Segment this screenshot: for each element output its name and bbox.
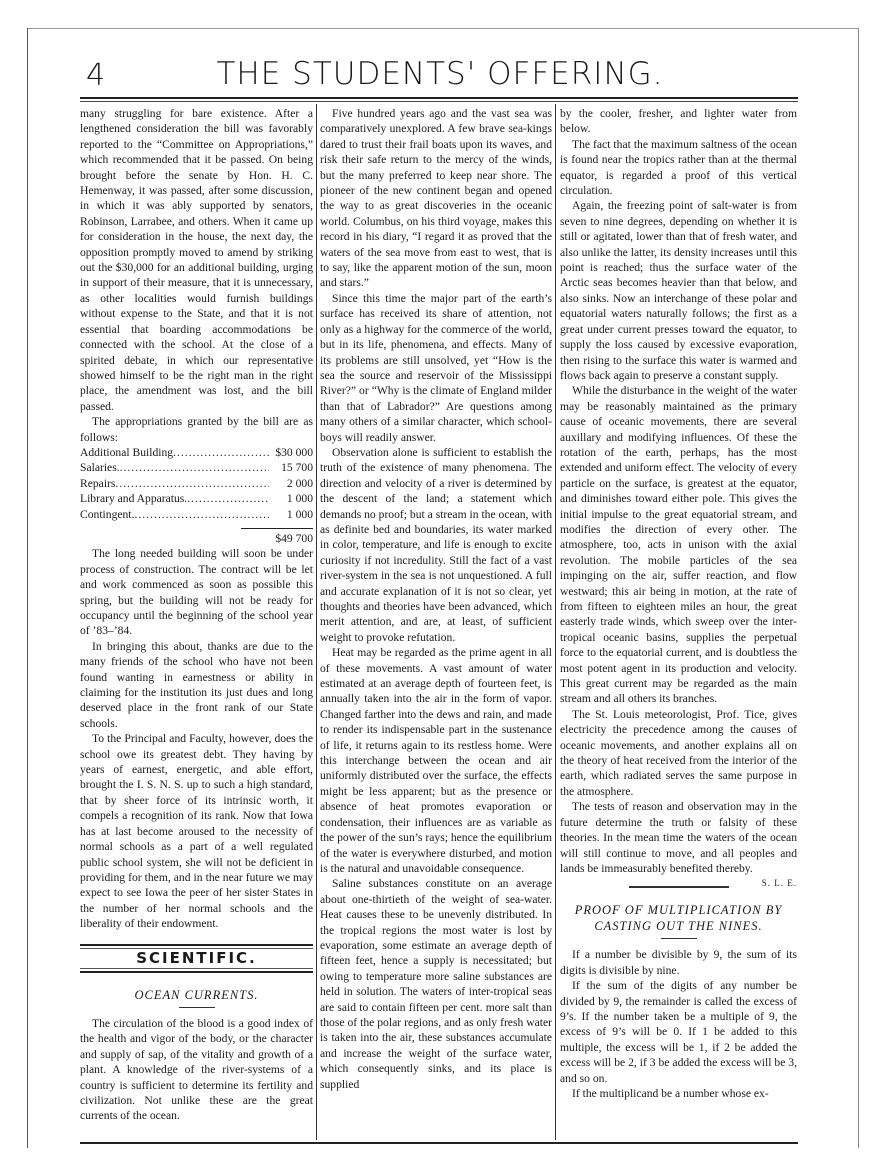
paragraph-text: The tests of reason and observation may in the future determine the truth or falsity of these theories. In the mean time the waters of the ocean will still continue to move, and all peoples and lands be immeasurably benefited thereby. [560, 800, 797, 875]
column-divider [555, 104, 556, 1140]
item-label: Repairs [80, 476, 116, 490]
total-rule [241, 528, 313, 529]
item-amount: 1 000 [286, 507, 313, 521]
leader-dots [187, 491, 269, 506]
article-title: OCEAN CURRENTS. [134, 987, 259, 1002]
title-rule [661, 938, 697, 939]
paragraph: The appropriations granted by the bill are as follows: [80, 415, 313, 444]
author-signature: S. L. E. [761, 878, 797, 889]
paragraph: While the disturbance in the weight of the water may be reasonably maintained as the primary cause of oceanic movements, there are several auxillary and modifying influences. Of these the rotation of the earth, perhaps, has the most extended and uniform effect. The velocity of every particle on the surface, is greatest at the equator, and diminishes toward either pole. This gives the initial impulse to the great equatorial stream, and modifies the direction of every other. The atmosphere, too, acts in unison with the axial revolution. The mobile particles of the sea impinging on the air, suffer reaction, and flow westward; this air being in motion, at the rate of from fifteen to eighteen miles an hour, the great easterly trade winds, which sweep over the inter-tropical oceanic basins, supplies the perpetual force to the equatorial current, and is doubtless the most potent agent in its production and velocity. This great current may be regarded as the main stream and all others its branches. [560, 384, 797, 706]
leader-dots [120, 460, 269, 475]
paragraph: many struggling for bare existence. After a lengthened consideration the bill was favorably reported to the “Committee on Appropriations,” which recommended that it be passed. On being brought before the senate by Hon. H. C. Hemenway, it was passed, after some discussion, in which it was ably supported by senators, Robinson, Larrabee, and others. When it came up for consideration in the house, the next day, the opposition promptly moved to amend by striking out the $30,000 for an additional building, urging in support of their measure, that it is unnecessary, as other localities would furnish buildings without expense to the State, and that it is not essential that boarding accommodations be connected with the school. At the close of a spirited debate, in which our representative showed himself to be the right man in the right place, the amendment was lost, and the bill passed. [80, 107, 313, 413]
item-label: Salaries. [80, 461, 120, 475]
paragraph: Heat may be regarded as the prime agent in all of these movements. A vast amount of water estimated at an average depth of fourteen feet, is annually taken into the air in the form of vapor. Changed farther into the dews and rain, and made to render its indispensable part in the sustenance of life, it returns again to its restless home. Were this interchange between the ocean and air uniformly distributed over the surface, the effects might be less apparent; but as the presence or absence of heat promotes evaporation or condensation, their influences are as variable as the power of the sun’s rays; hence the equilibrium of the water is everywhere disturbed, and motion is the natural and unavoidable consequence. [320, 646, 552, 875]
paragraph [560, 799, 797, 889]
item-label: Additional Building [80, 445, 174, 459]
column-3 [560, 106, 797, 1101]
item-amount: 15 700 [281, 461, 313, 475]
column-2 [320, 106, 552, 1092]
table-row [80, 460, 313, 475]
page-border-top [27, 28, 859, 29]
leader-dots [134, 507, 269, 522]
item-amount: $30 000 [275, 445, 313, 459]
header-rule [80, 97, 798, 99]
item-label: Library and Apparatus. [80, 492, 188, 506]
item-amount: 2 000 [286, 476, 313, 490]
paragraph: The fact that the maximum saltness of the ocean is found near the tropics rather than at the thermal equator, is regarded a proof of this vertical circulation. [560, 137, 797, 198]
masthead-title: THE STUDENTS' OFFERING. [216, 56, 664, 92]
leader-dots [115, 476, 269, 491]
appropriations-table [80, 445, 313, 546]
paragraph: If the multiplicand be a number whose ex- [572, 1086, 769, 1100]
page-border-right [858, 28, 859, 1148]
title-rule [179, 1007, 215, 1008]
header-rule-thin [80, 101, 798, 102]
paragraph: The St. Louis meteorologist, Prof. Tice, gives electricity the precedence among the causes of oceanic movements, and another explains all on the theory of heat received from the interior of the earth, which radiated serves the same purpose in the atmosphere. [560, 707, 797, 798]
table-row [80, 476, 313, 491]
page-border-left [27, 28, 28, 1148]
page-number: 4 [86, 58, 106, 93]
section-heading: SCIENTIFIC. [80, 944, 313, 973]
article-title: PROOF OF MULTIPLICATION BY CASTING OUT THE NINES. [574, 903, 783, 934]
table-row [80, 491, 313, 506]
leader-dots [173, 445, 269, 460]
paragraph: The long needed building will soon be under process of construction. The contract will be let and work commenced as soon as possible this spring, but the building will not be ready for occupancy until the beginning of the school year of ’83–’84. [80, 547, 313, 638]
paragraph: If the sum of the digits of any number be divided by 9, the remainder is called the excess of 9’s. If the number taken be a multiple of 9, the excess of 9’s will be 0. If 1 be added to this multiple, the excess will be 1, if 2 be added the excess will be 2, if 3 be added the excess will be 3, and so on. [560, 979, 797, 1085]
paragraph: Again, the freezing point of salt-water is from seven to nine degrees, depending on whether it is still or agitated, lower than that of fresh water, and also unlike the latter, its density increases until this point is reached; thus the surface water of the Arctic seas becomes heavier than that below, and also sinks. Now an interchange of these polar and equatorial waters naturally follows; the first as a great under current presses toward the equator, to supply the loss caused by excessive evaporation, then rising to the surface this water is warmed and flows back again to preserve a constant supply. [560, 199, 797, 382]
article-separator [629, 886, 729, 888]
column-1 [80, 106, 313, 1124]
paragraph: Five hundred years ago and the vast sea was comparatively unexplored. A few brave sea-kings dared to trust their frail boats upon its waves, and risk their safe return to the mercy of the winds, but the many preferred to keep near shore. The pioneer of the new continent began and opened the way to as great discoveries in the oceanic world. Columbus, on his third voyage, makes this record in his diary, “I regard it as proved that the waters of the sea move from east to west, that is to say, like the apparent motion of the sun, moon and stars.” [320, 107, 552, 290]
paragraph: If a number be divisible by 9, the sum of its digits is divisible by nine. [560, 948, 797, 977]
total-amount: $49 700 [275, 531, 313, 545]
paragraph: Saline substances constitute on an average about one-thirtieth of the weight of sea-water. Heat causes these to be unevenly distributed. In the tropical regions the most water is lost by evaporation, some estimate an average depth of fifteen feet, hence a supply is necessitated; but owing to temperature more saline substances are held in solution. The waters of inter-tropical seas are said to contain fifteen per cent. more salt than those of the polar regions, and as only fresh water is taken into the air, these substances accumulate and increase the weight of the surface water, which consequently sinks, and its place is supplied [320, 877, 552, 1091]
item-amount: 1 000 [286, 492, 313, 506]
column-divider [316, 104, 317, 1140]
paragraph: In bringing this about, thanks are due to the many friends of the school who have not been found wanting in earnestness or ability in claiming for the institution its just dues and long deserved place in the front rank of our State schools. [80, 639, 313, 730]
table-row [80, 445, 313, 460]
paragraph: The circulation of the blood is a good index of the health and vigor of the body, or the character and supply of sap, of the vitality and growth of a plant. A knowledge of the river-systems of a country is sufficient to determine its fertility and civilization. Not unlike these are the great currents of the ocean. [80, 1016, 313, 1123]
footer-rule [80, 1142, 798, 1144]
paragraph: Since this time the major part of the earth’s surface has received its share of attention, not only as a highway for the commerce of the world, but in its life, phenomena, and effects. Many of its problems are still unsolved, yet “How is the sea the source and reservoir of the Mississippi River?” or “Why is the climate of England milder than that of Labrador?” Are questions among many others of a similar character, which school-boys will readily answer. [320, 291, 552, 444]
table-row [80, 507, 313, 522]
paragraph: To the Principal and Faculty, however, does the school owe its greatest debt. They having by years of earnest, energetic, and able effort, brought the I. S. N. S. up to such a high standard, that by sheer force of its intrinsic worth, it compels a recognition of its rank. Now that Iowa has at last become aroused to the necessity of normal schools as a part of a well regulated public school system, she will not be deficient in providing for them, and in the near future we may expect to see Iowa the peer of her sister States in the number of her normal schools and the liberality of their endowment. [80, 732, 313, 931]
paragraph: by the cooler, fresher, and lighter water from below. [560, 107, 797, 136]
item-label: Contingent. [80, 507, 135, 521]
paragraph: Observation alone is sufficient to establish the truth of the existence of many phenomena. The direction and velocity of a river is determined by the descent of the land; a statement which demands no proof; but a stream in the ocean, with as definite bed and boundaries, its water marked in color, temperature, and life is enough to excite curiosity if not incredulity. Still the fact of a vast river-system in the sea is not unquestioned. A full and accurate explanation of it is not so clear, yet thoughts and theories have been advanced, which merit attention, and are, at least, of sufficient weight to provoke refutation. [320, 445, 552, 644]
